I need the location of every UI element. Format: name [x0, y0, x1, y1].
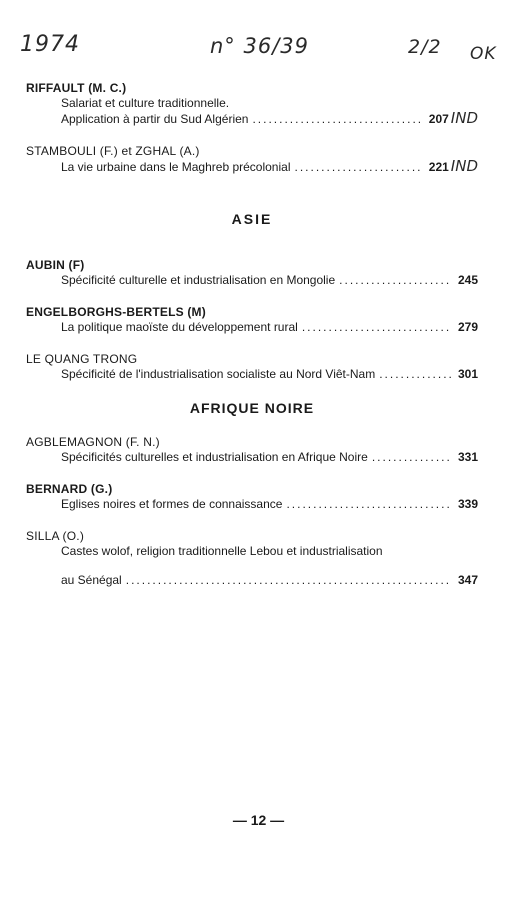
entry-page: 279	[457, 320, 478, 334]
toc-entry	[26, 434, 478, 465]
entry-title-line	[26, 573, 478, 588]
handwritten-annotation: IND	[450, 109, 478, 127]
entry-title: La vie urbaine dans le Maghreb précolonial	[61, 160, 291, 174]
dot-leader	[294, 160, 422, 175]
dot-leader	[339, 273, 452, 288]
entry-title-line	[26, 367, 478, 382]
entry-title-line	[26, 544, 478, 559]
toc-entry	[26, 80, 478, 127]
entry-page: 245	[457, 273, 478, 287]
entry-page: 221	[428, 160, 449, 174]
entry-title: Castes wolof, religion traditionnelle Lebou et industrialisation	[61, 544, 383, 558]
entry-title-line	[26, 320, 478, 335]
entry-title: Eglises noires et formes de connaissance	[61, 497, 283, 511]
dot-leader	[252, 112, 422, 127]
toc-entry	[26, 257, 478, 288]
entry-page: 339	[457, 497, 478, 511]
entry-page: 301	[457, 367, 478, 381]
entry-page: 207	[428, 112, 449, 126]
entry-title: Salariat et culture traditionnelle.	[61, 96, 230, 110]
dot-leader	[302, 320, 452, 335]
entry-author: SILLA (O.)	[26, 529, 85, 543]
dot-leader	[126, 573, 452, 588]
dot-leader	[286, 497, 452, 512]
handwritten-number: n° 36/39	[210, 34, 310, 58]
entry-author: AUBIN (F)	[26, 258, 85, 272]
entry-title: Spécificités culturelles et industrialisation en Afrique Noire	[61, 450, 368, 464]
entry-author: AGBLEMAGNON (F. N.)	[26, 435, 160, 449]
entry-title-line	[26, 450, 478, 465]
toc-entry	[26, 481, 478, 512]
entry-title-line	[26, 96, 478, 111]
entry-author: ENGELBORGHS-BERTELS (M)	[26, 305, 206, 319]
entry-author: BERNARD (G.)	[26, 482, 113, 496]
dot-leader	[379, 367, 452, 382]
entry-page: 331	[457, 450, 478, 464]
entry-title: Spécificité de l'industrialisation socialiste au Nord Viêt-Nam	[61, 367, 376, 381]
handwritten-year: 1974	[20, 32, 80, 57]
entry-page: 347	[457, 573, 478, 587]
table-of-contents	[26, 80, 478, 604]
entry-title-line	[26, 497, 478, 512]
entry-title: La politique maoïste du développement rural	[61, 320, 298, 334]
entry-title-line	[26, 159, 478, 175]
entry-title-line	[26, 111, 478, 127]
dot-leader	[372, 450, 452, 465]
entry-title: Application à partir du Sud Algérien	[61, 112, 249, 126]
entry-title-line	[26, 273, 478, 288]
entry-title: au Sénégal	[61, 573, 122, 587]
entry-title: Spécificité culturelle et industrialisation en Mongolie	[61, 273, 336, 287]
toc-entry	[26, 351, 478, 382]
entry-author: STAMBOULI (F.) et ZGHAL (A.)	[26, 144, 200, 158]
handwritten-fraction: 2/2	[408, 36, 442, 58]
toc-entry	[26, 143, 478, 175]
section-heading-asie: ASIE	[231, 211, 273, 227]
section-heading-afrique-noire: AFRIQUE NOIRE	[189, 400, 315, 416]
page-number: — 12 —	[232, 812, 285, 828]
toc-entry	[26, 304, 478, 335]
handwritten-annotation: IND	[450, 157, 478, 175]
handwritten-ok: OK	[470, 44, 497, 64]
entry-author: LE QUANG TRONG	[26, 352, 138, 366]
entry-author: RIFFAULT (M. C.)	[26, 81, 127, 95]
toc-entry	[26, 528, 478, 588]
